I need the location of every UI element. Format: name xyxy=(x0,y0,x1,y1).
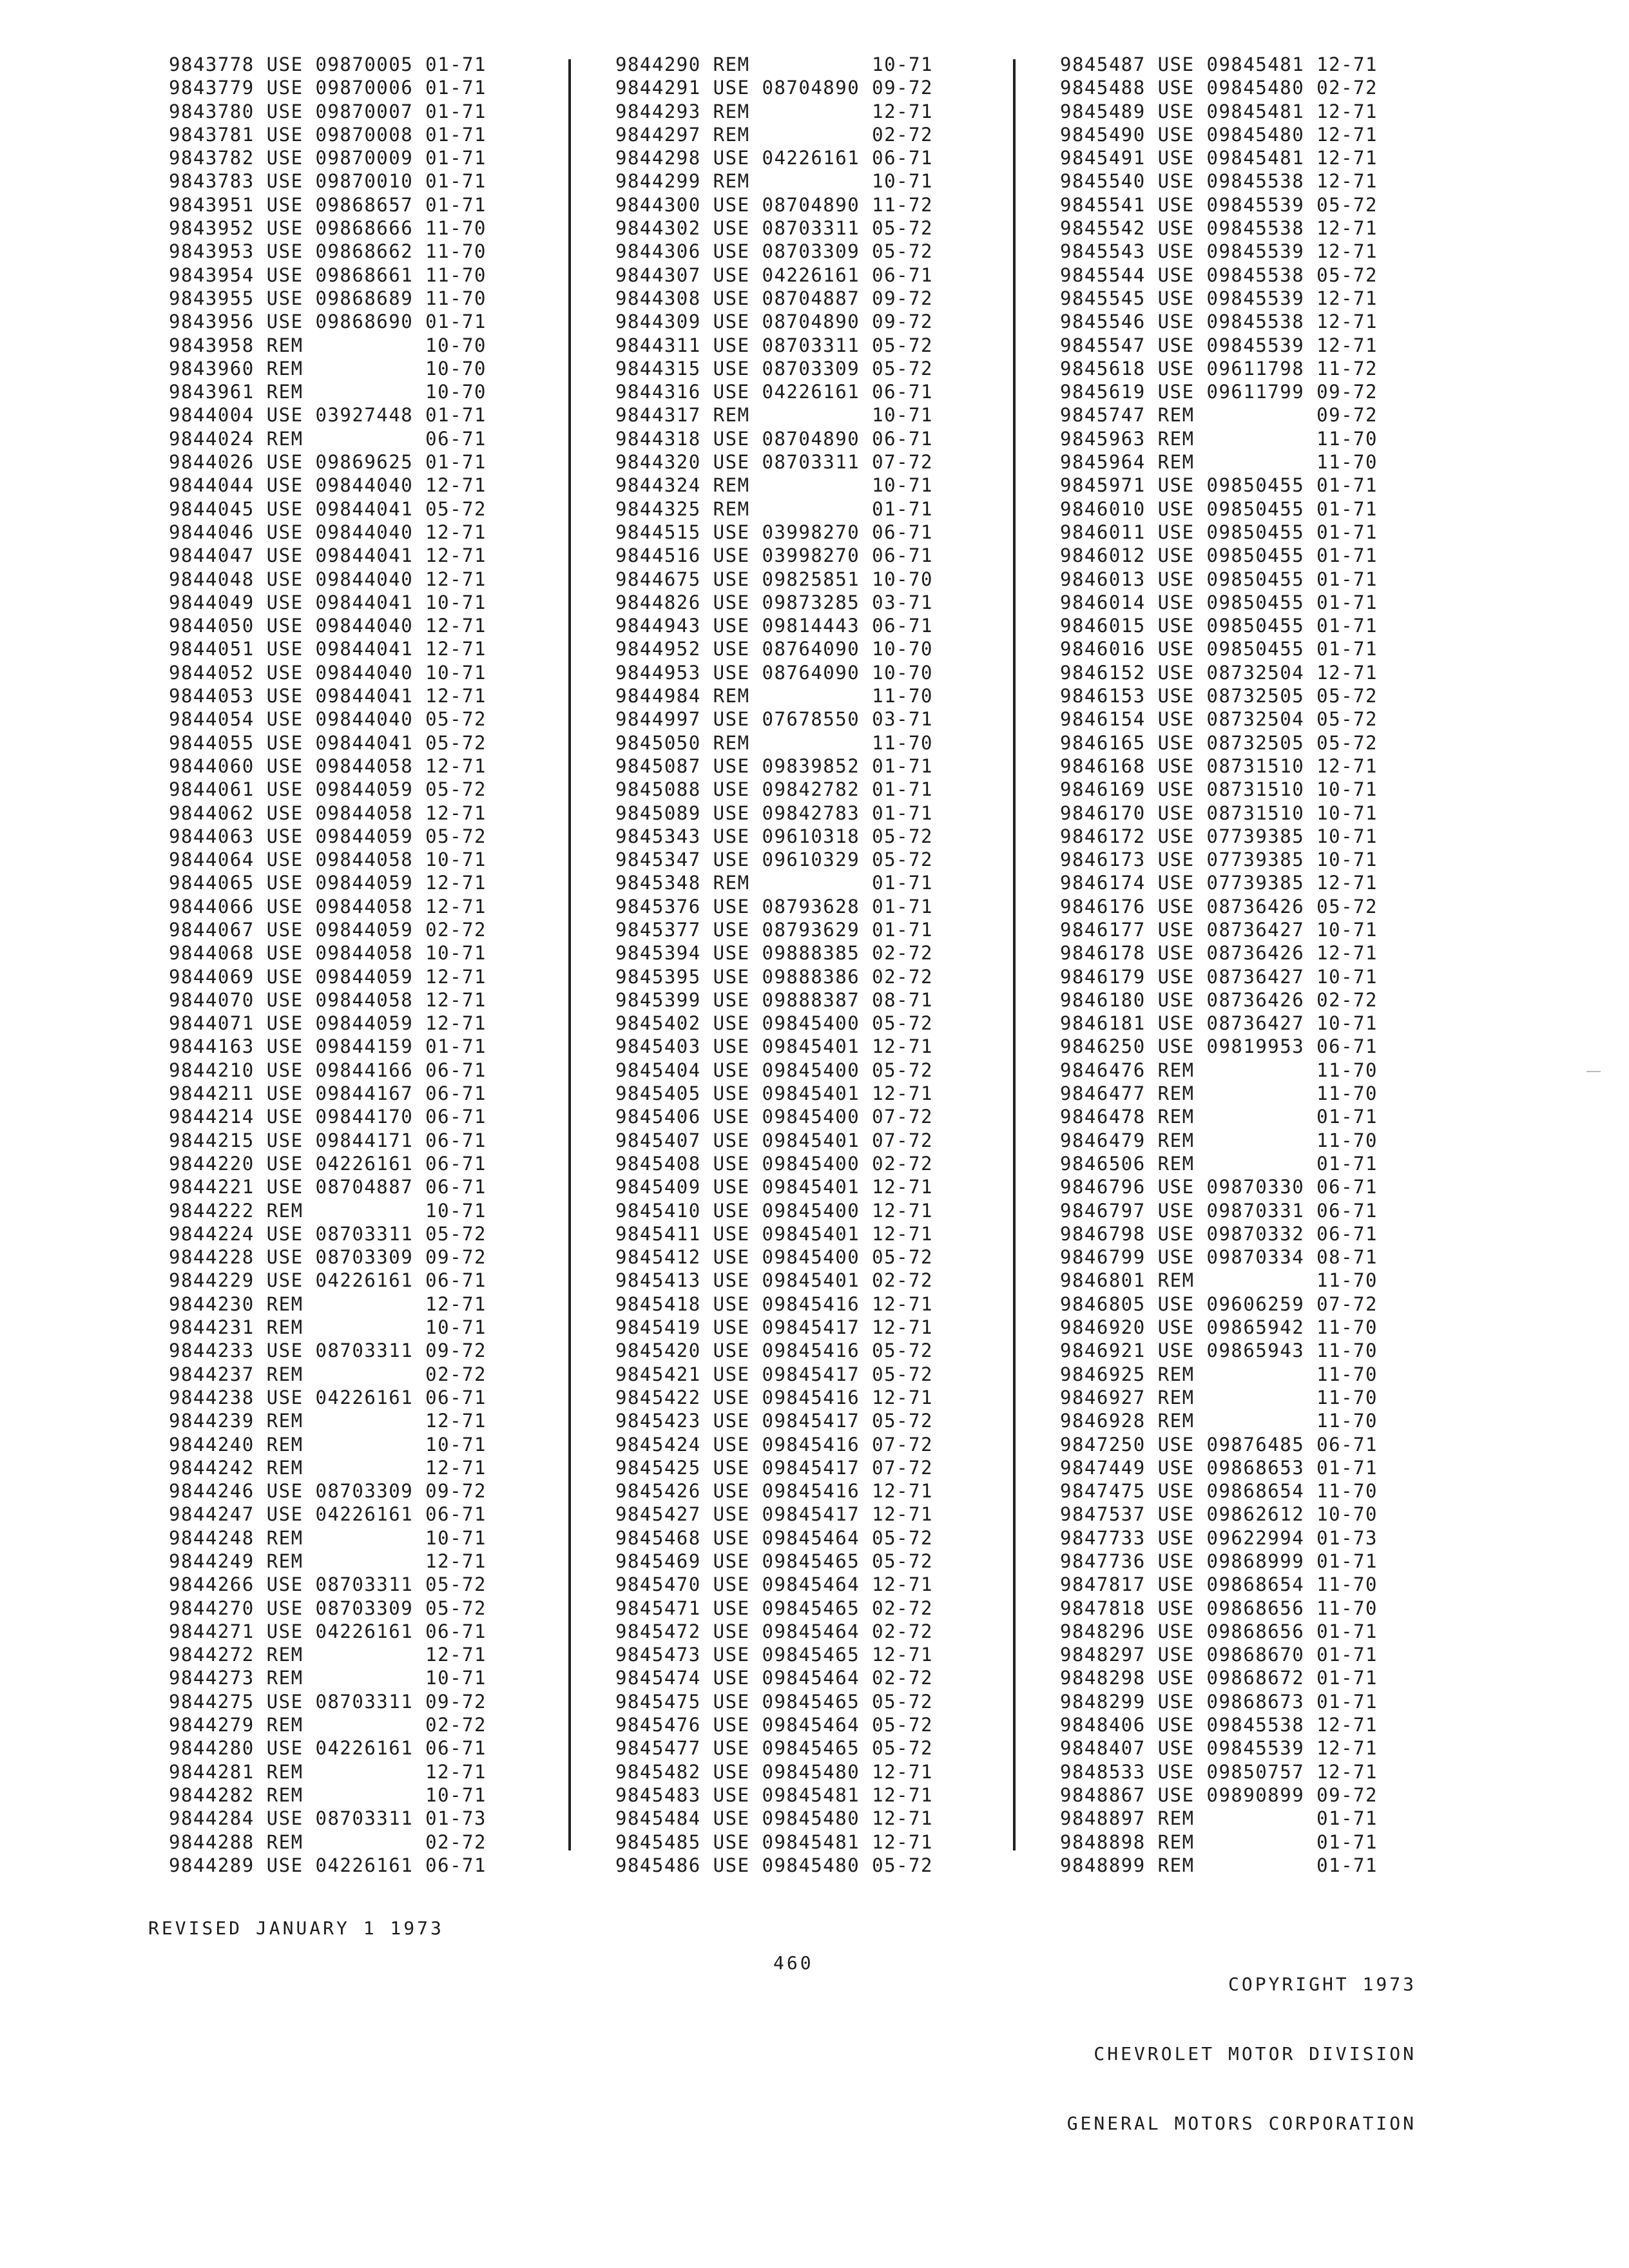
part-entry: 9845482 USE 09845480 12-71 xyxy=(615,1760,933,1783)
part-entry: 9845348 REM 01-71 xyxy=(615,872,933,894)
part-entry: 9845343 USE 09610318 05-72 xyxy=(615,825,933,847)
corporation-line: GENERAL MOTORS CORPORATION xyxy=(1066,2113,1416,2134)
part-entry: 9844308 USE 08704887 09-72 xyxy=(615,287,933,309)
part-entry: 9844046 USE 09844040 12-71 xyxy=(169,521,487,543)
part-entry: 9843783 USE 09870010 01-71 xyxy=(169,170,487,193)
part-entry: 9845476 USE 09845464 05-72 xyxy=(615,1714,933,1736)
part-entry: 9845547 USE 09845539 12-71 xyxy=(1060,334,1378,356)
part-entry: 9844284 USE 08703311 01-73 xyxy=(169,1807,487,1830)
part-entry: 9844047 USE 09844041 12-71 xyxy=(169,544,487,567)
part-entry: 9847250 USE 09876485 06-71 xyxy=(1060,1433,1378,1456)
part-entry: 9844065 USE 09844059 12-71 xyxy=(169,872,487,894)
part-entry: 9844237 REM 02-72 xyxy=(169,1363,487,1385)
part-entry: 9843955 USE 09868689 11-70 xyxy=(169,287,487,309)
part-entry: 9844826 USE 09873285 03-71 xyxy=(615,591,933,613)
part-entry: 9848867 USE 09890899 09-72 xyxy=(1060,1783,1378,1806)
part-entry: 9844051 USE 09844041 12-71 xyxy=(169,638,487,660)
part-entry: 9844044 USE 09844040 12-71 xyxy=(169,474,487,497)
part-entry: 9844024 REM 06-71 xyxy=(169,427,487,450)
part-entry: 9845470 USE 09845464 12-71 xyxy=(615,1573,933,1596)
part-entry: 9845421 USE 09845417 05-72 xyxy=(615,1363,933,1385)
part-entry: 9844297 REM 02-72 xyxy=(615,123,933,146)
part-entry: 9845545 USE 09845539 12-71 xyxy=(1060,287,1378,309)
part-entry: 9843778 USE 09870005 01-71 xyxy=(169,53,487,75)
part-entry: 9845619 USE 09611799 09-72 xyxy=(1060,381,1378,403)
part-entry: 9845420 USE 09845416 05-72 xyxy=(615,1340,933,1362)
part-entry: 9844242 REM 12-71 xyxy=(169,1456,487,1479)
division-line: CHEVROLET MOTOR DIVISION xyxy=(1094,2043,1416,2064)
part-entry: 9845546 USE 09845538 12-71 xyxy=(1060,311,1378,333)
part-entry: 9845468 USE 09845464 05-72 xyxy=(615,1526,933,1549)
part-entry: 9846801 REM 11-70 xyxy=(1060,1269,1378,1292)
part-entry: 9844316 USE 04226161 06-71 xyxy=(615,381,933,403)
part-entry: 9845376 USE 08793628 01-71 xyxy=(615,895,933,918)
part-entry: 9844675 USE 09825851 10-70 xyxy=(615,568,933,590)
part-entry: 9844063 USE 09844059 05-72 xyxy=(169,825,487,847)
part-entry: 9844229 USE 04226161 06-71 xyxy=(169,1269,487,1292)
part-entry: 9844068 USE 09844058 10-71 xyxy=(169,942,487,965)
part-entry: 9847537 USE 09862612 10-70 xyxy=(1060,1503,1378,1526)
part-entry: 9845406 USE 09845400 07-72 xyxy=(615,1106,933,1128)
part-entry: 9844290 REM 10-71 xyxy=(615,53,933,75)
part-entry: 9845395 USE 09888386 02-72 xyxy=(615,965,933,988)
part-entry: 9845405 USE 09845401 12-71 xyxy=(615,1082,933,1105)
copyright-line: COPYRIGHT 1973 xyxy=(1228,1974,1416,1995)
part-entry: 9846478 REM 01-71 xyxy=(1060,1106,1378,1128)
part-entry: 9844324 REM 10-71 xyxy=(615,474,933,497)
part-entry: 9846176 USE 08736426 05-72 xyxy=(1060,895,1378,918)
part-entry: 9844240 REM 10-71 xyxy=(169,1433,487,1456)
part-entry: 9846796 USE 09870330 06-71 xyxy=(1060,1176,1378,1198)
part-entry: 9845089 USE 09842783 01-71 xyxy=(615,802,933,824)
part-entry: 9846799 USE 09870334 08-71 xyxy=(1060,1246,1378,1269)
part-entry: 9845411 USE 09845401 12-71 xyxy=(615,1222,933,1245)
part-entry: 9846506 REM 01-71 xyxy=(1060,1152,1378,1175)
part-entry: 9846798 USE 09870332 06-71 xyxy=(1060,1222,1378,1245)
part-entry: 9843781 USE 09870008 01-71 xyxy=(169,123,487,146)
part-entry: 9844300 USE 08704890 11-72 xyxy=(615,193,933,216)
part-entry: 9844282 REM 10-71 xyxy=(169,1783,487,1806)
part-entry: 9844320 USE 08703311 07-72 xyxy=(615,451,933,474)
part-entry: 9844221 USE 08704887 06-71 xyxy=(169,1176,487,1198)
part-entry: 9844984 REM 11-70 xyxy=(615,685,933,707)
part-entry: 9846250 USE 09819953 06-71 xyxy=(1060,1035,1378,1058)
part-entry: 9844247 USE 04226161 06-71 xyxy=(169,1503,487,1526)
part-entry: 9845404 USE 09845400 05-72 xyxy=(615,1059,933,1081)
part-entry: 9845485 USE 09845481 12-71 xyxy=(615,1831,933,1853)
part-entry: 9843956 USE 09868690 01-71 xyxy=(169,311,487,333)
part-entry: 9846797 USE 09870331 06-71 xyxy=(1060,1199,1378,1222)
part-entry: 9844230 REM 12-71 xyxy=(169,1293,487,1315)
page-number: 460 xyxy=(773,1952,814,1974)
part-entry: 9846177 USE 08736427 10-71 xyxy=(1060,918,1378,941)
part-entry: 9845412 USE 09845400 05-72 xyxy=(615,1246,933,1269)
part-entry: 9844214 USE 09844170 06-71 xyxy=(169,1106,487,1128)
part-entry: 9845347 USE 09610329 05-72 xyxy=(615,849,933,871)
part-entry: 9846181 USE 08736427 10-71 xyxy=(1060,1012,1378,1035)
part-entry: 9845469 USE 09845465 05-72 xyxy=(615,1550,933,1572)
part-entry: 9844048 USE 09844040 12-71 xyxy=(169,568,487,590)
part-entry: 9844004 USE 03927448 01-71 xyxy=(169,404,487,427)
part-entry: 9845423 USE 09845417 05-72 xyxy=(615,1410,933,1432)
part-entry: 9843951 USE 09868657 01-71 xyxy=(169,193,487,216)
part-entry: 9843953 USE 09868662 11-70 xyxy=(169,240,487,263)
part-entry: 9843780 USE 09870007 01-71 xyxy=(169,100,487,122)
part-entry: 9848296 USE 09868656 01-71 xyxy=(1060,1620,1378,1642)
part-entry: 9845491 USE 09845481 12-71 xyxy=(1060,147,1378,169)
part-entry: 9844210 USE 09844166 06-71 xyxy=(169,1059,487,1081)
part-entry: 9845422 USE 09845416 12-71 xyxy=(615,1386,933,1408)
part-entry: 9847449 USE 09868653 01-71 xyxy=(1060,1456,1378,1479)
part-entry: 9844211 USE 09844167 06-71 xyxy=(169,1082,487,1105)
part-entry: 9844231 REM 10-71 xyxy=(169,1316,487,1339)
part-entry: 9846014 USE 09850455 01-71 xyxy=(1060,591,1378,613)
part-entry: 9844238 USE 04226161 06-71 xyxy=(169,1386,487,1408)
part-entry: 9844215 USE 09844171 06-71 xyxy=(169,1129,487,1151)
column-divider-2 xyxy=(1013,59,1016,1850)
part-entry: 9844163 USE 09844159 01-71 xyxy=(169,1035,487,1058)
part-entry: 9844064 USE 09844058 10-71 xyxy=(169,849,487,871)
part-entry: 9846479 REM 11-70 xyxy=(1060,1129,1378,1151)
part-entry: 9843782 USE 09870009 01-71 xyxy=(169,147,487,169)
part-entry: 9845408 USE 09845400 02-72 xyxy=(615,1152,933,1175)
part-entry: 9846011 USE 09850455 01-71 xyxy=(1060,521,1378,543)
part-entry: 9844067 USE 09844059 02-72 xyxy=(169,918,487,941)
part-entry: 9846010 USE 09850455 01-71 xyxy=(1060,497,1378,520)
part-entry: 9845487 USE 09845481 12-71 xyxy=(1060,53,1378,75)
part-entry: 9844222 REM 10-71 xyxy=(169,1199,487,1222)
part-entry: 9844952 USE 08764090 10-70 xyxy=(615,638,933,660)
part-entry: 9846169 USE 08731510 10-71 xyxy=(1060,778,1378,801)
part-entry: 9845963 REM 11-70 xyxy=(1060,427,1378,450)
part-entry: 9845543 USE 09845539 12-71 xyxy=(1060,240,1378,263)
copyright-block xyxy=(1067,1927,1416,2158)
part-entry: 9844289 USE 04226161 06-71 xyxy=(169,1854,487,1876)
part-entry: 9844271 USE 04226161 06-71 xyxy=(169,1620,487,1642)
part-entry: 9844049 USE 09844041 10-71 xyxy=(169,591,487,613)
part-entry: 9846476 REM 11-70 xyxy=(1060,1059,1378,1081)
part-entry: 9848297 USE 09868670 01-71 xyxy=(1060,1644,1378,1666)
part-entry: 9845472 USE 09845464 02-72 xyxy=(615,1620,933,1642)
part-entry: 9845088 USE 09842782 01-71 xyxy=(615,778,933,801)
parts-column-1 xyxy=(169,53,581,1877)
part-entry: 9848897 REM 01-71 xyxy=(1060,1807,1378,1830)
part-entry: 9844066 USE 09844058 12-71 xyxy=(169,895,487,918)
part-entry: 9848407 USE 09845539 12-71 xyxy=(1060,1737,1378,1760)
part-entry: 9845418 USE 09845416 12-71 xyxy=(615,1293,933,1315)
part-entry: 9844318 USE 08704890 06-71 xyxy=(615,427,933,450)
part-entry: 9844054 USE 09844040 05-72 xyxy=(169,708,487,731)
part-entry: 9845541 USE 09845539 05-72 xyxy=(1060,193,1378,216)
part-entry: 9844248 REM 10-71 xyxy=(169,1526,487,1549)
part-entry: 9844275 USE 08703311 09-72 xyxy=(169,1690,487,1713)
part-entry: 9844272 REM 12-71 xyxy=(169,1644,487,1666)
part-entry: 9845402 USE 09845400 05-72 xyxy=(615,1012,933,1035)
part-entry: 9845377 USE 08793629 01-71 xyxy=(615,918,933,941)
part-entry: 9845409 USE 09845401 12-71 xyxy=(615,1176,933,1198)
part-entry: 9845964 REM 11-70 xyxy=(1060,451,1378,474)
parts-column-3 xyxy=(1060,53,1472,1877)
part-entry: 9846920 USE 09865942 11-70 xyxy=(1060,1316,1378,1339)
part-entry: 9846925 REM 11-70 xyxy=(1060,1363,1378,1385)
part-entry: 9845971 USE 09850455 01-71 xyxy=(1060,474,1378,497)
part-entry: 9846168 USE 08731510 12-71 xyxy=(1060,754,1378,777)
part-entry: 9844220 USE 04226161 06-71 xyxy=(169,1152,487,1175)
part-entry: 9844249 REM 12-71 xyxy=(169,1550,487,1572)
part-entry: 9846477 REM 11-70 xyxy=(1060,1082,1378,1105)
part-entry: 9845087 USE 09839852 01-71 xyxy=(615,754,933,777)
part-entry: 9846180 USE 08736426 02-72 xyxy=(1060,988,1378,1011)
part-entry: 9844228 USE 08703309 09-72 xyxy=(169,1246,487,1269)
part-entry: 9846012 USE 09850455 01-71 xyxy=(1060,544,1378,567)
part-entry: 9844315 USE 08703309 05-72 xyxy=(615,357,933,380)
part-entry: 9844266 USE 08703311 05-72 xyxy=(169,1573,487,1596)
part-entry: 9844052 USE 09844040 10-71 xyxy=(169,661,487,684)
part-entry: 9844279 REM 02-72 xyxy=(169,1714,487,1736)
part-entry: 9848899 REM 01-71 xyxy=(1060,1854,1378,1876)
part-entry: 9846179 USE 08736427 10-71 xyxy=(1060,965,1378,988)
part-entry: 9844055 USE 09844041 05-72 xyxy=(169,731,487,754)
part-entry: 9845050 REM 11-70 xyxy=(615,731,933,754)
part-entry: 9844246 USE 08703309 09-72 xyxy=(169,1480,487,1503)
part-entry: 9844061 USE 09844059 05-72 xyxy=(169,778,487,801)
part-entry: 9845475 USE 09845465 05-72 xyxy=(615,1690,933,1713)
part-entry: 9844311 USE 08703311 05-72 xyxy=(615,334,933,356)
part-entry: 9845473 USE 09845465 12-71 xyxy=(615,1644,933,1666)
part-entry: 9845540 USE 09845538 12-71 xyxy=(1060,170,1378,193)
part-entry: 9847736 USE 09868999 01-71 xyxy=(1060,1550,1378,1572)
part-entry: 9845399 USE 09888387 08-71 xyxy=(615,988,933,1011)
part-entry: 9847817 USE 09868654 11-70 xyxy=(1060,1573,1378,1596)
part-entry: 9844239 REM 12-71 xyxy=(169,1410,487,1432)
parts-column-2 xyxy=(615,53,1028,1877)
part-entry: 9845426 USE 09845416 12-71 xyxy=(615,1480,933,1503)
part-entry: 9844515 USE 03998270 06-71 xyxy=(615,521,933,543)
part-entry: 9844045 USE 09844041 05-72 xyxy=(169,497,487,520)
scan-mark xyxy=(1586,1071,1601,1072)
part-entry: 9846178 USE 08736426 12-71 xyxy=(1060,942,1378,965)
part-entry: 9845403 USE 09845401 12-71 xyxy=(615,1035,933,1058)
part-entry: 9844224 USE 08703311 05-72 xyxy=(169,1222,487,1245)
part-entry: 9847818 USE 09868656 11-70 xyxy=(1060,1597,1378,1619)
part-entry: 9845410 USE 09845400 12-71 xyxy=(615,1199,933,1222)
part-entry: 9844293 REM 12-71 xyxy=(615,100,933,122)
part-entry: 9847475 USE 09868654 11-70 xyxy=(1060,1480,1378,1503)
part-entry: 9846152 USE 08732504 12-71 xyxy=(1060,661,1378,684)
part-entry: 9844071 USE 09844059 12-71 xyxy=(169,1012,487,1035)
part-entry: 9844273 REM 10-71 xyxy=(169,1667,487,1689)
part-entry: 9843960 REM 10-70 xyxy=(169,357,487,380)
part-entry: 9844281 REM 12-71 xyxy=(169,1760,487,1783)
part-entry: 9844062 USE 09844058 12-71 xyxy=(169,802,487,824)
part-entry: 9846015 USE 09850455 01-71 xyxy=(1060,615,1378,637)
part-entry: 9844516 USE 03998270 06-71 xyxy=(615,544,933,567)
part-entry: 9845427 USE 09845417 12-71 xyxy=(615,1503,933,1526)
part-entry: 9843779 USE 09870006 01-71 xyxy=(169,77,487,99)
part-entry: 9845486 USE 09845480 05-72 xyxy=(615,1854,933,1876)
column-divider-1 xyxy=(568,59,571,1850)
part-entry: 9845407 USE 09845401 07-72 xyxy=(615,1129,933,1151)
part-entry: 9846165 USE 08732505 05-72 xyxy=(1060,731,1378,754)
part-entry: 9843961 REM 10-70 xyxy=(169,381,487,403)
part-entry: 9846927 REM 11-70 xyxy=(1060,1386,1378,1408)
part-entry: 9844317 REM 10-71 xyxy=(615,404,933,427)
part-entry: 9845488 USE 09845480 02-72 xyxy=(1060,77,1378,99)
part-entry: 9844325 REM 01-71 xyxy=(615,497,933,520)
part-entry: 9844997 USE 07678550 03-71 xyxy=(615,708,933,731)
part-entry: 9846805 USE 09606259 07-72 xyxy=(1060,1293,1378,1315)
part-entry: 9848298 USE 09868672 01-71 xyxy=(1060,1667,1378,1689)
part-entry: 9844299 REM 10-71 xyxy=(615,170,933,193)
part-entry: 9848533 USE 09850757 12-71 xyxy=(1060,1760,1378,1783)
part-entry: 9848406 USE 09845538 12-71 xyxy=(1060,1714,1378,1736)
part-entry: 9845542 USE 09845538 12-71 xyxy=(1060,217,1378,240)
part-entry: 9843954 USE 09868661 11-70 xyxy=(169,264,487,286)
part-entry: 9845490 USE 09845480 12-71 xyxy=(1060,123,1378,146)
part-entry: 9846154 USE 08732504 05-72 xyxy=(1060,708,1378,731)
part-entry: 9846174 USE 07739385 12-71 xyxy=(1060,872,1378,894)
part-entry: 9844060 USE 09844058 12-71 xyxy=(169,754,487,777)
part-entry: 9844309 USE 08704890 09-72 xyxy=(615,311,933,333)
part-entry: 9845618 USE 09611798 11-72 xyxy=(1060,357,1378,380)
part-entry: 9847733 USE 09622994 01-73 xyxy=(1060,1526,1378,1549)
part-entry: 9845425 USE 09845417 07-72 xyxy=(615,1456,933,1479)
part-entry: 9844298 USE 04226161 06-71 xyxy=(615,147,933,169)
part-entry: 9845419 USE 09845417 12-71 xyxy=(615,1316,933,1339)
part-entry: 9845474 USE 09845464 02-72 xyxy=(615,1667,933,1689)
part-entry: 9844943 USE 09814443 06-71 xyxy=(615,615,933,637)
part-entry: 9844026 USE 09869625 01-71 xyxy=(169,451,487,474)
part-entry: 9844307 USE 04226161 06-71 xyxy=(615,264,933,286)
part-entry: 9845471 USE 09845465 02-72 xyxy=(615,1597,933,1619)
part-entry: 9845747 REM 09-72 xyxy=(1060,404,1378,427)
part-entry: 9844233 USE 08703311 09-72 xyxy=(169,1340,487,1362)
part-entry: 9845394 USE 09888385 02-72 xyxy=(615,942,933,965)
part-entry: 9848299 USE 09868673 01-71 xyxy=(1060,1690,1378,1713)
part-entry: 9844050 USE 09844040 12-71 xyxy=(169,615,487,637)
part-entry: 9845483 USE 09845481 12-71 xyxy=(615,1783,933,1806)
part-entry: 9846170 USE 08731510 10-71 xyxy=(1060,802,1378,824)
part-entry: 9845544 USE 09845538 05-72 xyxy=(1060,264,1378,286)
part-entry: 9845484 USE 09845480 12-71 xyxy=(615,1807,933,1830)
part-entry: 9844069 USE 09844059 12-71 xyxy=(169,965,487,988)
part-entry: 9844280 USE 04226161 06-71 xyxy=(169,1737,487,1760)
part-entry: 9846921 USE 09865943 11-70 xyxy=(1060,1340,1378,1362)
part-entry: 9844288 REM 02-72 xyxy=(169,1831,487,1853)
revised-date: REVISED JANUARY 1 1973 xyxy=(148,1917,444,1939)
part-entry: 9845489 USE 09845481 12-71 xyxy=(1060,100,1378,122)
part-entry: 9846172 USE 07739385 10-71 xyxy=(1060,825,1378,847)
part-entry: 9844053 USE 09844041 12-71 xyxy=(169,685,487,707)
part-entry: 9844070 USE 09844058 12-71 xyxy=(169,988,487,1011)
part-entry: 9846016 USE 09850455 01-71 xyxy=(1060,638,1378,660)
part-entry: 9845424 USE 09845416 07-72 xyxy=(615,1433,933,1456)
part-entry: 9843958 REM 10-70 xyxy=(169,334,487,356)
part-entry: 9846153 USE 08732505 05-72 xyxy=(1060,685,1378,707)
part-entry: 9848898 REM 01-71 xyxy=(1060,1831,1378,1853)
part-entry: 9846013 USE 09850455 01-71 xyxy=(1060,568,1378,590)
part-entry: 9844270 USE 08703309 05-72 xyxy=(169,1597,487,1619)
part-entry: 9844306 USE 08703309 05-72 xyxy=(615,240,933,263)
part-entry: 9846928 REM 11-70 xyxy=(1060,1410,1378,1432)
part-entry: 9845477 USE 09845465 05-72 xyxy=(615,1737,933,1760)
part-entry: 9845413 USE 09845401 02-72 xyxy=(615,1269,933,1292)
part-entry: 9844953 USE 08764090 10-70 xyxy=(615,661,933,684)
part-entry: 9844302 USE 08703311 05-72 xyxy=(615,217,933,240)
part-entry: 9846173 USE 07739385 10-71 xyxy=(1060,849,1378,871)
part-entry: 9843952 USE 09868666 11-70 xyxy=(169,217,487,240)
part-entry: 9844291 USE 08704890 09-72 xyxy=(615,77,933,99)
